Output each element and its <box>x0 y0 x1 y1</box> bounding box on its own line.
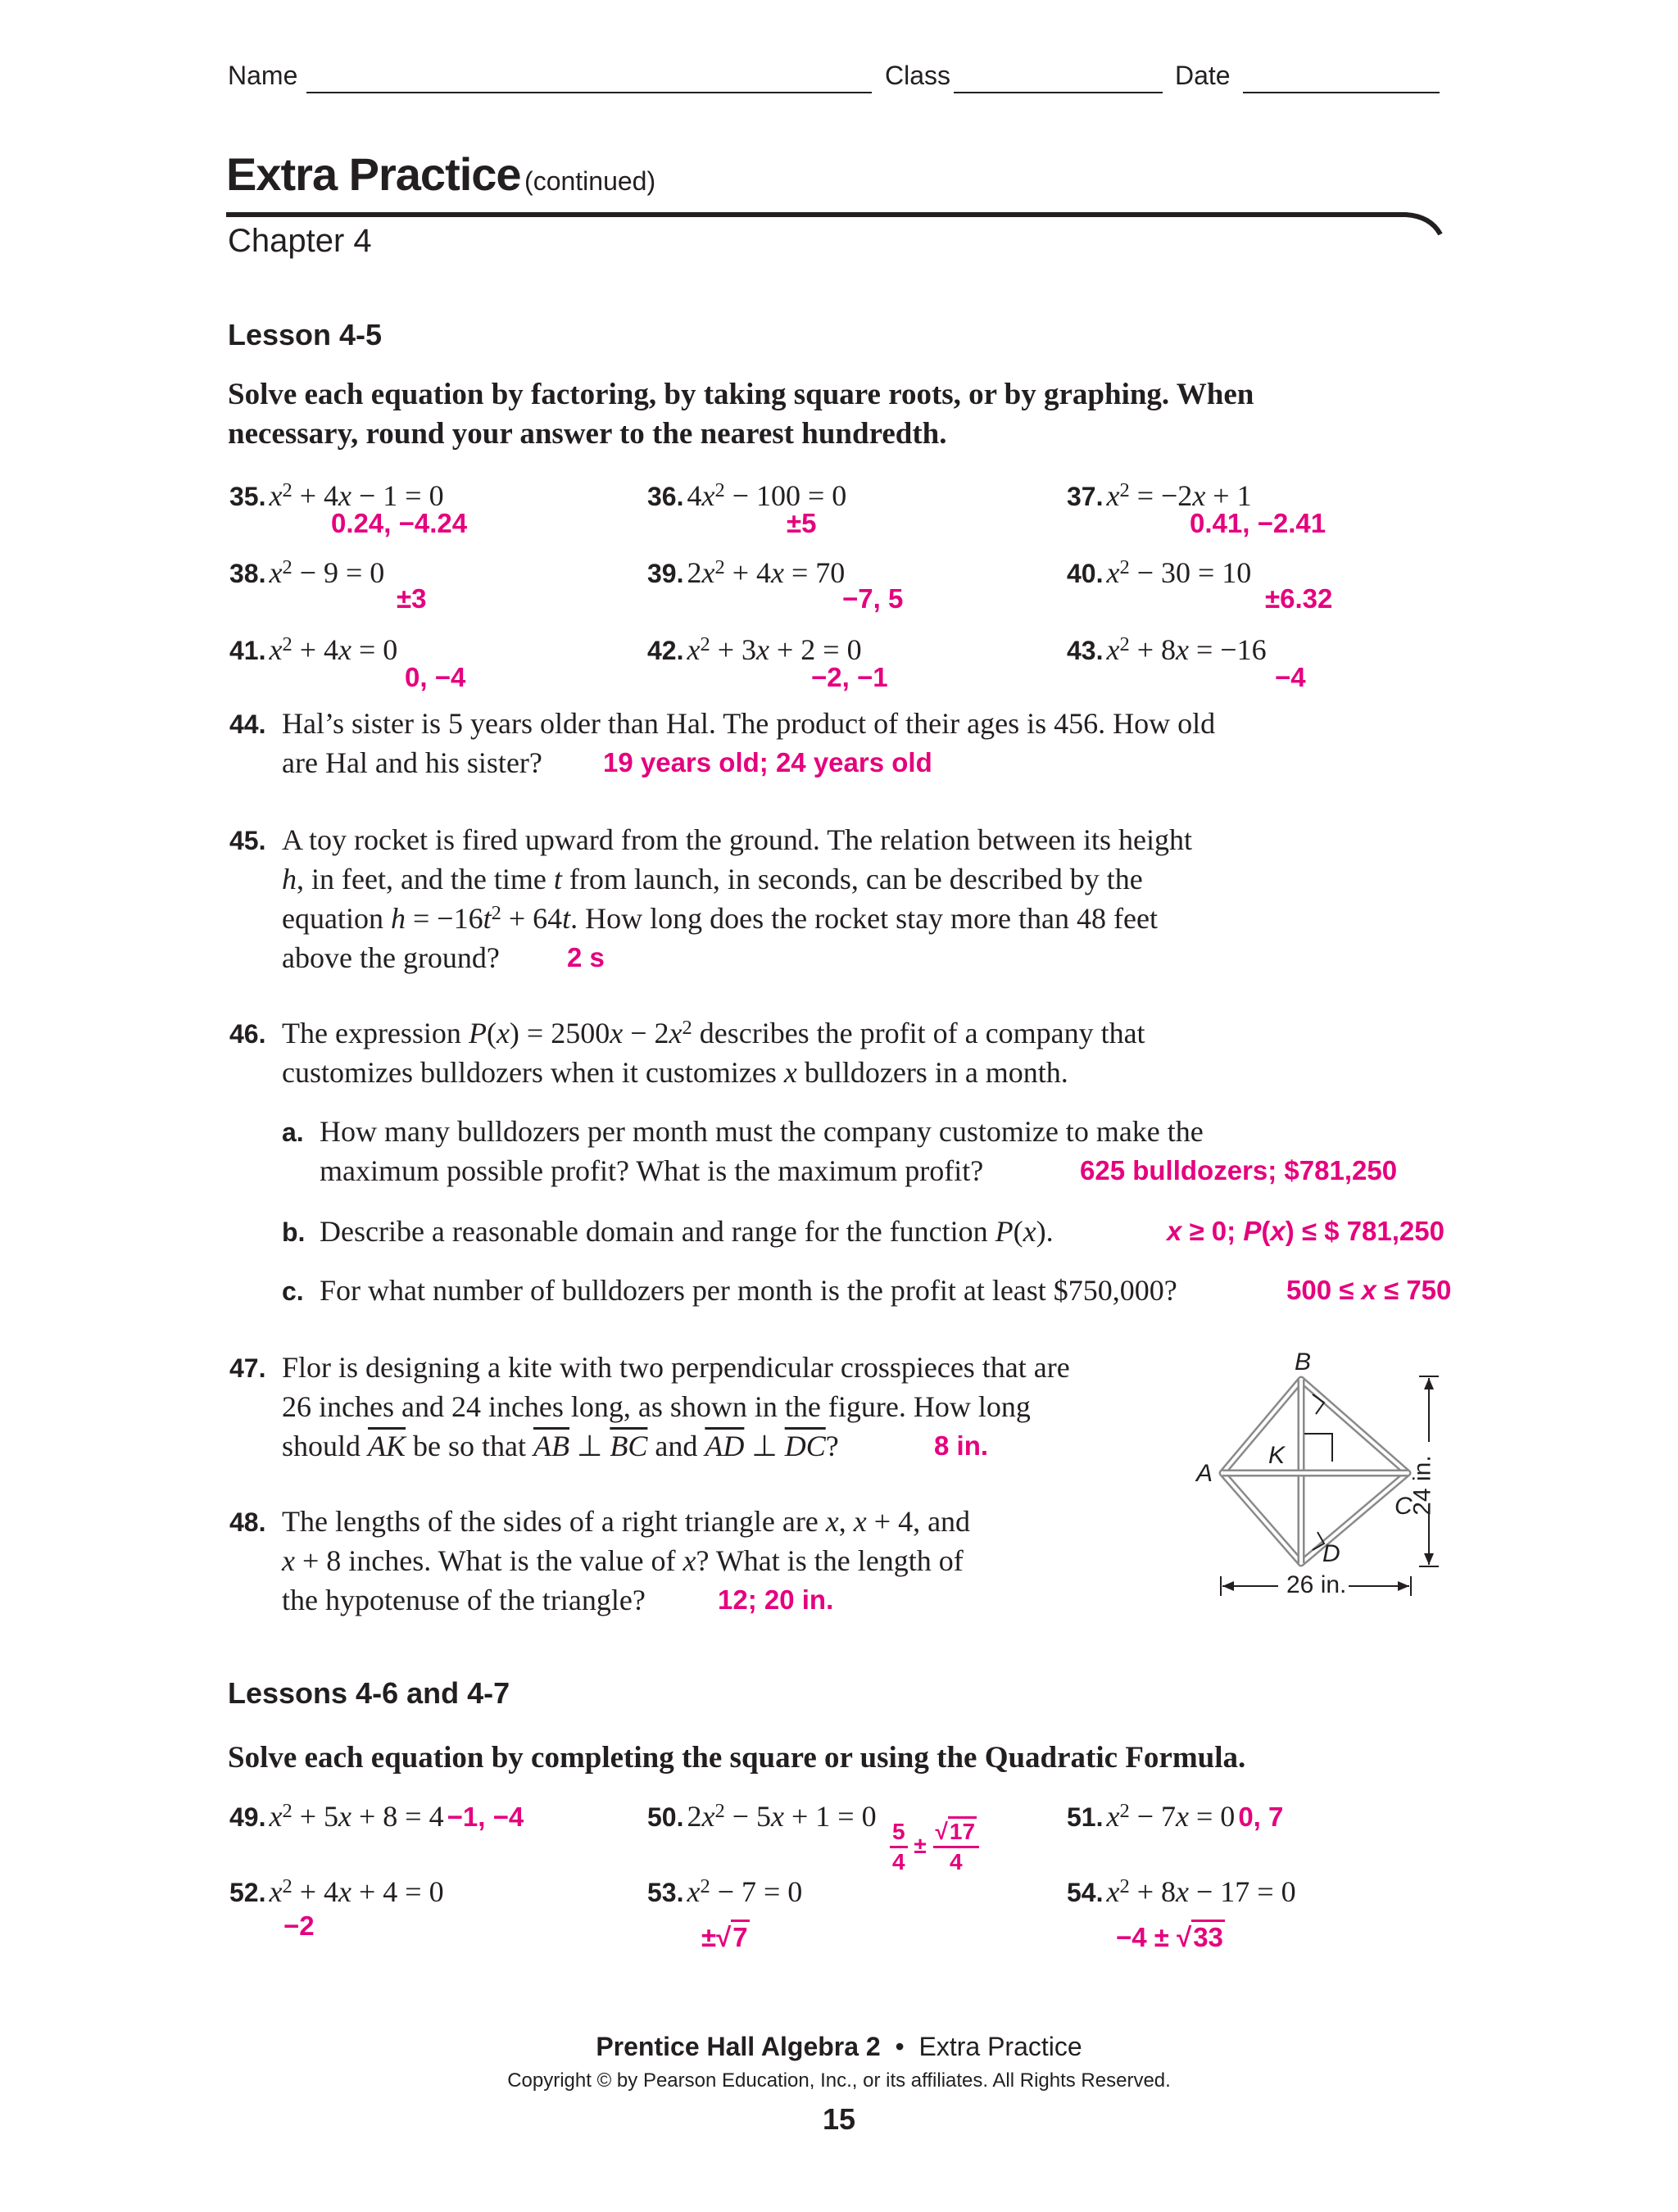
instructions-line2: necessary, round your answer to the nearest hundredth. <box>228 417 947 451</box>
answer-54: −4 ± √33 <box>1116 1922 1225 1953</box>
problem-49: 49. $x^2 + 5x + 8 = 4 -1$, −4 <box>229 1799 524 1833</box>
problem-46-line2: customizes bulldozers when it customizes x bulldozers in a month. <box>282 1056 1068 1089</box>
problem-44-line1: Hal’s sister is 5 years older than Hal. The product of their ages is 456. How old <box>282 707 1216 740</box>
problem-45-line4: above the ground? <box>282 941 500 974</box>
problem-46-number: 46. <box>229 1019 266 1049</box>
problem-45-number: 45. <box>229 826 266 855</box>
problem-46a-label: a. <box>282 1117 304 1147</box>
problem-43: 43. $x^2 + 8x = -16$ <box>1067 632 1267 666</box>
problem-46-line1: The expression $P(x) = 2500x - 2x^2$ describes the profit of a company that <box>282 1016 1145 1049</box>
answer-39: −7, 5 <box>842 583 904 614</box>
problem-53: 53. $x^2 - 7 = 0$ <box>647 1874 803 1908</box>
problem-46b-label: b. <box>282 1217 306 1247</box>
problem-38: 38. $x^2 - 9 = 0$ <box>229 555 385 589</box>
problem-47-line1: Flor is designing a kite with two perpendicular crosspieces that are <box>282 1351 1070 1384</box>
answer-51: 0, 7 <box>1238 1802 1284 1832</box>
problem-41: 41. $x^2 + 4x = 0$ <box>229 632 398 666</box>
answer-46b: x ≥ 0; P(x) ≤ $ 781,250 <box>1167 1216 1444 1246</box>
title-rule <box>226 205 1455 246</box>
problem-50: 50. $2x^2 - 5x + 1 = 0$ <box>647 1799 877 1833</box>
problem-46c-label: c. <box>282 1276 304 1306</box>
kite-width-label: 26 in. <box>1286 1571 1347 1598</box>
name-line[interactable] <box>306 92 872 93</box>
problem-45-line1: A toy rocket is fired upward from the ground. The relation between its height <box>282 823 1193 856</box>
problem-40: 40. $x^2 - 30 = 10$ <box>1067 555 1252 589</box>
lesson-4-5-heading: Lesson 4-5 <box>228 318 383 351</box>
problem-39: 39. $2x^2 + 4x = 70$ <box>647 555 846 589</box>
kite-label-b: B <box>1295 1349 1312 1376</box>
answer-49: −1, −4 <box>447 1802 524 1832</box>
kite-height-label: 24 in. <box>1408 1455 1436 1516</box>
problem-36: 36. $4x^2 - 100 = 0$ <box>647 478 847 512</box>
problem-48-line1: The lengths of the sides of a right triangle are x, x + 4, and <box>282 1505 971 1538</box>
answer-48: 12; 20 in. <box>718 1584 834 1615</box>
answer-37: 0.41, −2.41 <box>1190 508 1327 538</box>
problem-35: 35. $x^2 + 4x - 1 = 0$ <box>229 478 444 512</box>
answer-52: −2 <box>283 1911 315 1941</box>
problem-44-line2: are Hal and his sister? <box>282 746 542 779</box>
problem-52: 52. $x^2 + 4x + 4 = 0$ <box>229 1874 444 1908</box>
answer-46a: 625 bulldozers; $781,250 <box>1080 1155 1398 1185</box>
answer-47: 8 in. <box>934 1430 989 1461</box>
answer-42: −2, −1 <box>811 662 888 692</box>
problem-47-line2: 26 inches and 24 inches long, as shown in the figure. How long <box>282 1390 1031 1423</box>
name-label: Name <box>228 61 298 90</box>
problem-45-line2: h, in feet, and the time t from launch, in seconds, can be described by the <box>282 863 1143 895</box>
problem-37: 37. $x^2 = -2x + 1$ <box>1067 478 1252 512</box>
class-line[interactable] <box>954 92 1163 93</box>
page-number: 15 <box>822 2102 856 2136</box>
problem-48-line3: the hypotenuse of the triangle? <box>282 1584 646 1616</box>
kite-label-a: A <box>1196 1460 1213 1487</box>
problem-47-line3: should $\overline{AK}$ be so that $\overline{AB}$ ⊥ $\overline{BC}$ and $\overline{AD}$ ⊥ $\overline{DC}$? <box>282 1430 839 1462</box>
kite-label-d: D <box>1322 1540 1340 1567</box>
chapter-label: Chapter 4 <box>228 223 372 259</box>
problem-44-number: 44. <box>229 709 266 739</box>
answer-38: ±3 <box>397 583 427 614</box>
problem-42: 42. $x^2 + 3x + 2 = 0$ <box>647 632 862 666</box>
problem-48-number: 48. <box>229 1507 266 1537</box>
class-label: Class <box>885 61 951 90</box>
answer-50: $\frac{5}{4}$ ± $\frac{√17}{4}$ <box>890 1820 979 1874</box>
problem-45-line3: equation $h = -16t^2 + 64t$. How long does the rocket stay more than 48 feet <box>282 901 1158 935</box>
problem-46c-text: For what number of bulldozers per month is the profit at least $750,000? <box>320 1274 1177 1307</box>
lessons-4-6-4-7-heading: Lessons 4-6 and 4-7 <box>228 1676 510 1710</box>
answer-46c: 500 ≤ x ≤ 750 <box>1286 1275 1452 1305</box>
instructions-line1: Solve each equation by factoring, by taking square roots, or by graphing. When <box>228 378 1254 411</box>
footer-copyright: Copyright © by Pearson Education, Inc., or its affiliates. All Rights Reserved. <box>507 2069 1171 2092</box>
answer-36: ±5 <box>787 508 817 538</box>
problem-54: 54. $x^2 + 8x - 17 = 0$ <box>1067 1874 1296 1908</box>
problem-46a-line2: maximum possible profit? What is the maximum profit? <box>320 1154 984 1187</box>
answer-44: 19 years old; 24 years old <box>603 747 932 777</box>
problem-46b-text: Describe a reasonable domain and range for the function P(x). <box>320 1215 1054 1248</box>
answer-53: ±√7 <box>701 1922 750 1953</box>
problem-51: 51. $x^2 - 7x = 0$ 0, 7 <box>1067 1799 1284 1833</box>
answer-45: 2 s <box>567 942 605 972</box>
answer-43: −4 <box>1275 662 1306 692</box>
footer-book: Prentice Hall Algebra 2 • Extra Practice <box>596 2032 1082 2061</box>
instructions-4-6: Solve each equation by completing the square or using the Quadratic Formula. <box>228 1741 1246 1775</box>
answer-35: 0.24, −4.24 <box>331 508 468 538</box>
answer-40: ±6.32 <box>1265 583 1333 614</box>
problem-46a-line1: How many bulldozers per month must the company customize to make the <box>320 1115 1204 1148</box>
page-title: Extra Practice (continued) <box>226 148 656 200</box>
problem-47-number: 47. <box>229 1353 266 1383</box>
kite-label-k: K <box>1268 1442 1286 1469</box>
answer-41: 0, −4 <box>405 662 466 692</box>
kite-label-c: C <box>1395 1493 1413 1520</box>
date-label: Date <box>1175 61 1231 90</box>
problem-48-line2: x + 8 inches. What is the value of x? What is the length of <box>282 1544 964 1577</box>
date-line[interactable] <box>1243 92 1440 93</box>
